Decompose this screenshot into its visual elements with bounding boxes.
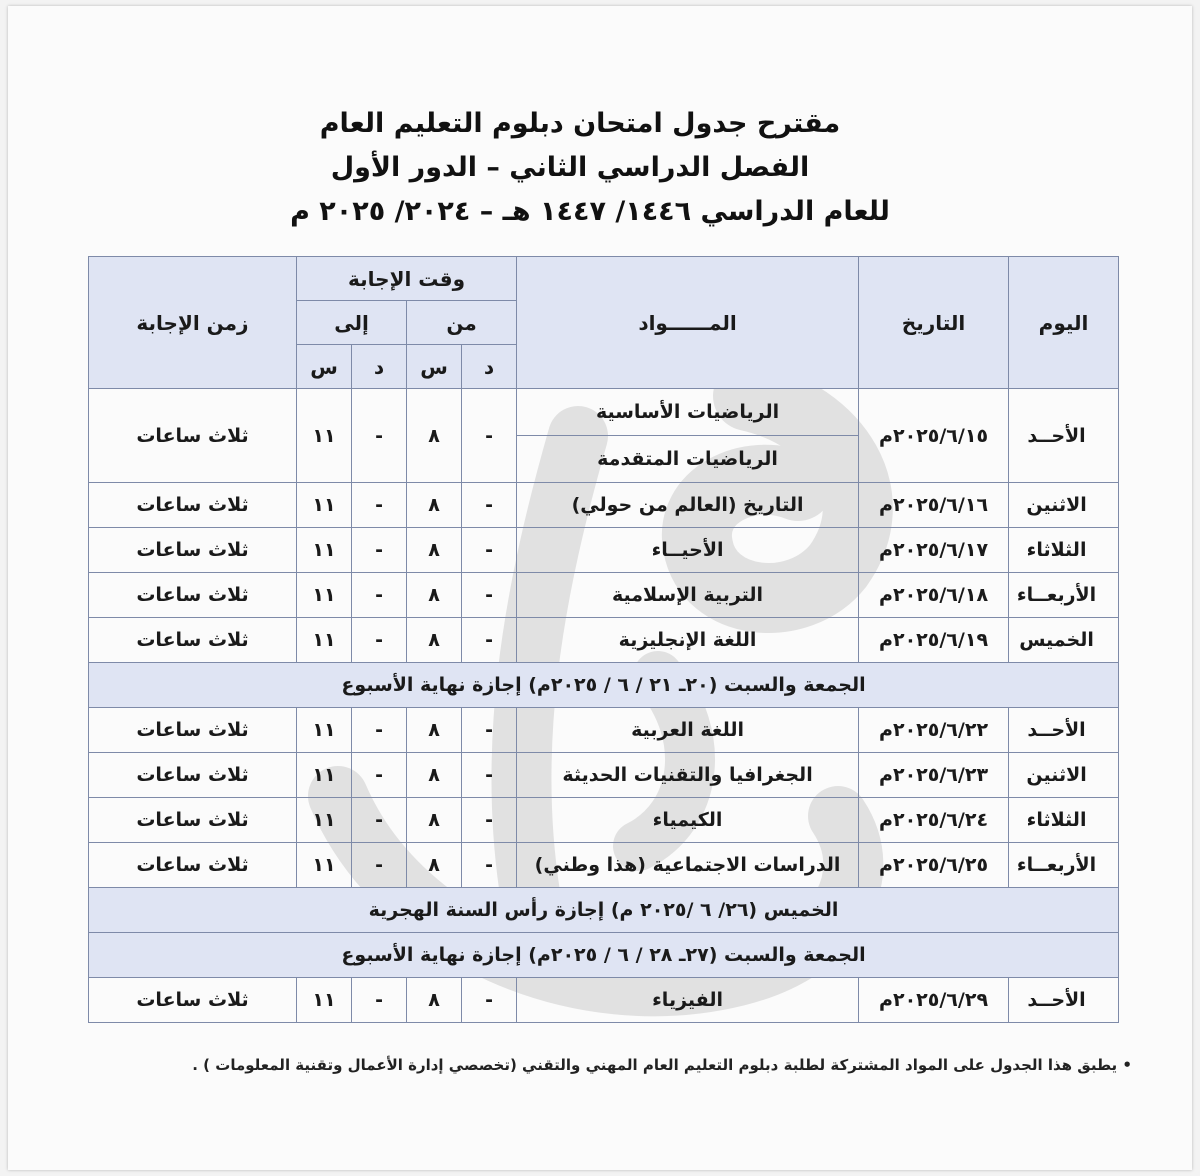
from-minute-cell: - (462, 978, 517, 1023)
day-cell: الأحــد (1009, 389, 1119, 483)
to-hour-cell: ١١ (297, 389, 352, 483)
to-minute-cell: - (352, 573, 407, 618)
header-to: إلى (297, 301, 407, 345)
to-hour-cell: ١١ (297, 483, 352, 528)
table-row (89, 708, 1119, 753)
date-cell: ٢٠٢٥/٦/١٧م (859, 528, 1009, 573)
from-minute-cell: - (462, 708, 517, 753)
table-row (89, 753, 1119, 798)
to-hour-cell: ١١ (297, 798, 352, 843)
to-minute-cell: - (352, 618, 407, 663)
to-hour-cell: ١١ (297, 528, 352, 573)
subject-cell: الجغرافيا والتقنيات الحديثة (517, 753, 859, 798)
from-hour-cell: ٨ (407, 528, 462, 573)
day-cell: الثلاثاء (1009, 798, 1119, 843)
table-row (89, 528, 1119, 573)
subject-cell: التربية الإسلامية (517, 573, 859, 618)
to-minute-cell: - (352, 798, 407, 843)
table-row (89, 618, 1119, 663)
holiday-row (89, 933, 1119, 978)
holiday-row (89, 663, 1119, 708)
from-hour-cell: ٨ (407, 843, 462, 888)
document-header (8, 102, 1192, 234)
header-duration: زمن الإجابة (89, 257, 297, 389)
date-cell: ٢٠٢٥/٦/١٥م (859, 389, 1009, 483)
duration-cell: ثلاث ساعات (89, 798, 297, 843)
duration-cell: ثلاث ساعات (89, 573, 297, 618)
header-from-minute: د (462, 345, 517, 389)
exam-table-body (89, 389, 1119, 1023)
holiday-note: الجمعة والسبت (٢٧ـ ٢٨ / ٦ / ٢٠٢٥م) إجازة نهاية الأسبوع (89, 933, 1119, 978)
from-minute-cell: - (462, 528, 517, 573)
day-cell: الأحــد (1009, 708, 1119, 753)
to-minute-cell: - (352, 389, 407, 483)
date-cell: ٢٠٢٥/٦/٢٥م (859, 843, 1009, 888)
header-to-minute: د (352, 345, 407, 389)
subject-cell: الكيمياء (517, 798, 859, 843)
duration-cell: ثلاث ساعات (89, 708, 297, 753)
duration-cell: ثلاث ساعات (89, 483, 297, 528)
header-to-hour: س (297, 345, 352, 389)
from-hour-cell: ٨ (407, 708, 462, 753)
holiday-row (89, 888, 1119, 933)
header-date: التاريخ (859, 257, 1009, 389)
from-minute-cell: - (462, 798, 517, 843)
day-cell: الاثنين (1009, 753, 1119, 798)
subject-cell: الدراسات الاجتماعية (هذا وطني) (517, 843, 859, 888)
subject-cell: الفيزياء (517, 978, 859, 1023)
semester-line: الفصل الدراسي الثاني – الدور الأول (330, 152, 810, 183)
table-row (89, 389, 1119, 436)
from-minute-cell: - (462, 483, 517, 528)
day-cell: الأربعــاء (1009, 573, 1119, 618)
holiday-note: الجمعة والسبت (٢٠ـ ٢١ / ٦ / ٢٠٢٥م) إجازة نهاية الأسبوع (89, 663, 1119, 708)
to-hour-cell: ١١ (297, 843, 352, 888)
to-hour-cell: ١١ (297, 618, 352, 663)
subject-cell: التاريخ (العالم من حولي) (517, 483, 859, 528)
date-cell: ٢٠٢٥/٦/٢٣م (859, 753, 1009, 798)
date-cell: ٢٠٢٥/٦/١٦م (859, 483, 1009, 528)
table-row (89, 483, 1119, 528)
to-hour-cell: ١١ (297, 573, 352, 618)
to-minute-cell: - (352, 483, 407, 528)
day-cell: الخميس (1009, 618, 1119, 663)
subject-cell: اللغة العربية (517, 708, 859, 753)
table-row (89, 798, 1119, 843)
table-row (89, 573, 1119, 618)
header-subject: المــــــواد (517, 257, 859, 389)
duration-cell: ثلاث ساعات (89, 389, 297, 483)
header-from-hour: س (407, 345, 462, 389)
from-minute-cell: - (462, 389, 517, 483)
from-minute-cell: - (462, 843, 517, 888)
date-cell: ٢٠٢٥/٦/١٩م (859, 618, 1009, 663)
subject-cell: اللغة الإنجليزية (517, 618, 859, 663)
from-hour-cell: ٨ (407, 483, 462, 528)
date-cell: ٢٠٢٥/٦/٢٤م (859, 798, 1009, 843)
from-minute-cell: - (462, 573, 517, 618)
header-answer-time: وقت الإجابة (297, 257, 517, 301)
to-hour-cell: ١١ (297, 978, 352, 1023)
header-day: اليوم (1009, 257, 1119, 389)
to-minute-cell: - (352, 978, 407, 1023)
from-hour-cell: ٨ (407, 573, 462, 618)
to-hour-cell: ١١ (297, 708, 352, 753)
day-cell: الأحــد (1009, 978, 1119, 1023)
table-row (89, 843, 1119, 888)
from-hour-cell: ٨ (407, 389, 462, 483)
document-title: مقترح جدول امتحان دبلوم التعليم العام (319, 108, 841, 139)
date-cell: ٢٠٢٥/٦/٢٩م (859, 978, 1009, 1023)
table-row (89, 978, 1119, 1023)
header-from: من (407, 301, 517, 345)
to-hour-cell: ١١ (297, 753, 352, 798)
from-hour-cell: ٨ (407, 753, 462, 798)
to-minute-cell: - (352, 753, 407, 798)
day-cell: الاثنين (1009, 483, 1119, 528)
footnote: • يطبق هذا الجدول على المواد المشتركة لطلبة دبلوم التعليم العام المهني والتقني (تخصصي إدارة الأعمال وتقنية المعلومات ) . (192, 1056, 1132, 1074)
day-cell: الأربعــاء (1009, 843, 1119, 888)
holiday-note: الخميس (٢٦/ ٦ /٢٠٢٥ م) إجازة رأس السنة الهجرية (89, 888, 1119, 933)
from-hour-cell: ٨ (407, 798, 462, 843)
from-hour-cell: ٨ (407, 978, 462, 1023)
subject-cell: الرياضيات الأساسية (517, 389, 859, 436)
duration-cell: ثلاث ساعات (89, 978, 297, 1023)
duration-cell: ثلاث ساعات (89, 753, 297, 798)
to-minute-cell: - (352, 843, 407, 888)
day-cell: الثلاثاء (1009, 528, 1119, 573)
exam-schedule-table (88, 256, 1119, 1023)
subject-cell: الرياضيات المتقدمة (517, 436, 859, 483)
duration-cell: ثلاث ساعات (89, 618, 297, 663)
date-cell: ٢٠٢٥/٦/٢٢م (859, 708, 1009, 753)
subject-cell: الأحيــاء (517, 528, 859, 573)
date-cell: ٢٠٢٥/٦/١٨م (859, 573, 1009, 618)
document-page (8, 6, 1192, 1170)
duration-cell: ثلاث ساعات (89, 843, 297, 888)
to-minute-cell: - (352, 708, 407, 753)
duration-cell: ثلاث ساعات (89, 528, 297, 573)
academic-year-line: للعام الدراسي ١٤٤٦/ ١٤٤٧ هـ – ٢٠٢٤/ ٢٠٢٥ م (290, 196, 890, 227)
to-minute-cell: - (352, 528, 407, 573)
from-hour-cell: ٨ (407, 618, 462, 663)
from-minute-cell: - (462, 618, 517, 663)
from-minute-cell: - (462, 753, 517, 798)
